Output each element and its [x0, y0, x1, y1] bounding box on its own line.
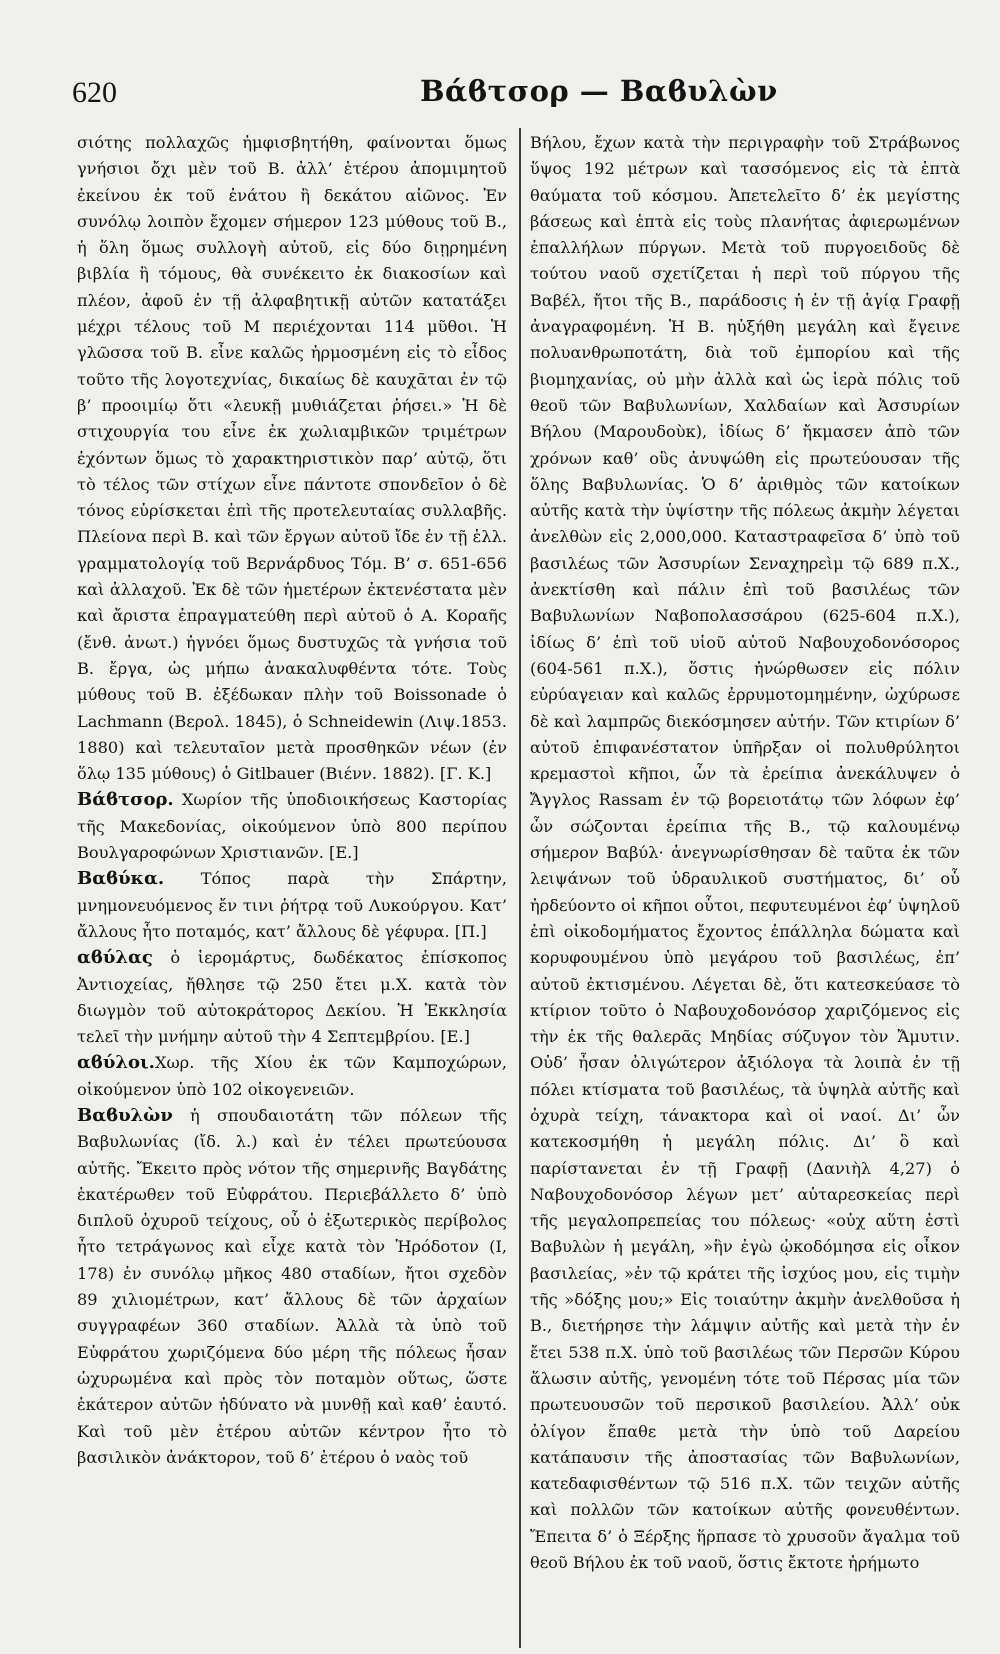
left-column [77, 130, 507, 1471]
entry-vavylas [77, 945, 507, 1050]
entry-continuation [77, 130, 507, 787]
running-title: Βάϐτσορ — Βαϐυλὼν [420, 74, 778, 108]
entry-text: σιότης πολλαχῶς ἠμφισβητήθη, φαίνονται ὅμως γνήσιοι ὄχι μὲν τοῦ Β. ἀλλ’ ἑτέρου ἀπομιμητοῦ ἐκείνου ἐκ τοῦ ἐνάτου ἢ δεκάτου αἰῶνος. Ἐν συνόλῳ λοιπὸν ἔχομεν σήμερον 123 μύθους τοῦ Β., ἡ ὅλη ὅμως συλλογὴ αὐτοῦ, εἰς δύο διῃρημένη βιβλία ἢ τόμους, θὰ συνέκειτο ἐκ διακοσίων καὶ πλέον, ἀφοῦ ἐν τῇ ἀλφαβητικῇ αὐτῶν κατατάξει μέχρι τέλους τοῦ Μ περιέχονται 114 μῦθοι. Ἡ γλῶσσα τοῦ Β. εἶνε καλῶς ἡρμοσμένη εἰς τὸ εἶδος τοῦτο τῆς λογοτεχνίας, δικαίως δὲ καυχᾶται ἐν τῷ β’ προοιμίῳ ὅτι «λευκῇ μυθιάζεται ῥήσει.» Ἡ δὲ στιχουργία του εἶνε ἐκ χωλιαμβικῶν τριμέτρων ἐχόντων ὅμως τὸ χαρακτηριστικὸν παρ’ αὐτῷ, ὅτι τὸ τέλος τῶν στίχων εἶνε πάντοτε σπονδεῖον ὁ δὲ τόνος εὑρίσκεται ἐπὶ τῆς προτελευταίας συλλαβῆς. Πλείονα περὶ Β. καὶ τῶν ἔργων αὐτοῦ ἴδε ἐν τῇ ἑλλ. γραμματολογίᾳ τοῦ Βερνάρδυος Τόμ. Β’ σ. 651-656 καὶ ἀλλαχοῦ. Ἐκ δὲ τῶν ἡμετέρων ἐκτενέστατα μὲν καὶ ἄριστα ἐπραγματεύθη περὶ αὐτοῦ ὁ Α. Κοραῆς (ἔνθ. ἀνωτ.) ἠγνόει ὅμως δυστυχῶς τὰ γνήσια τοῦ Β. ἔργα, ὡς μήπω ἀνακαλυφθέντα τότε. Τοὺς μύθους τοῦ Β. ἐξέδωκαν πλὴν τοῦ Boissonade ὁ Lachmann (Βερολ. 1845), ὁ Schneidewin (Λιψ.1853. 1880) καὶ τελευταῖον μετὰ προσθηκῶν νέων (ἐν ὅλῳ 135 μύθους) ὁ Gitlbauer (Βιένν. 1882). [Γ. Κ.] [77, 133, 507, 784]
entry-lemma: αϐύλας [77, 947, 153, 969]
right-column [530, 130, 960, 1576]
entry-text: Χωρίον τῆς ὑποδιοικήσεως Καστορίας τῆς Μακεδονίας, οἰκούμενον ὑπὸ 800 περίπου Βουλγαροφώνων Χριστιανῶν. [Ε.] [77, 790, 507, 863]
entry-text: ἡ σπουδαιοτάτη τῶν πόλεων τῆς Βαβυλωνίας (ἴδ. λ.) καὶ ἐν τέλει πρωτεύουσα αὐτῆς. Ἔκειτο πρὸς νότον τῆς σημερινῆς Βαγδάτης ἑκατέρωθεν τοῦ Εὐφράτου. Περιεβάλλετο δ’ ὑπὸ διπλοῦ ὀχυροῦ τείχους, οὗ ὁ ἐξωτερικὸς περίβολος ἦτο τετράγωνος καὶ εἶχε κατὰ τὸν Ἡρόδοτον (Ι, 178) ἐν συνόλῳ μῆκος 480 σταδίων, ἤτοι σχεδὸν 89 χιλιομέτρων, κατ’ ἄλλους δὲ τῶν ἀρχαίων συγγραφέων 360 σταδίων. Ἀλλὰ τὰ ὑπὸ τοῦ Εὐφράτου χωριζόμενα δύο μέρη τῆς πόλεως ἦσαν ὠχυρωμένα καὶ πρὸς τὸν ποταμὸν οὕτως, ὥστε ἑκάτερον αὐτῶν ἠδύνατο νὰ μυνθῇ καὶ καθ’ ἑαυτό. Καὶ τοῦ μὲν ἑτέρου αὐτῶν κέντρον ἦτο τὸ βασιλικὸν ἀνάκτορον, τοῦ δ’ ἑτέρου ὁ ναὸς τοῦ [77, 1105, 507, 1467]
entry-text: Χωρ. τῆς Χίου ἐκ τῶν Καμποχώρων, οἰκούμενον ὑπὸ 102 οἰκογενειῶν. [77, 1053, 507, 1099]
entry-vavyloi [77, 1050, 507, 1103]
entry-vavylon-continuation [530, 130, 960, 1576]
entry-text: ὁ ἱερομάρτυς, δωδέκατος ἐπίσκοπος Ἀντιοχείας, ἤθλησε τῷ 250 ἔτει μ.Χ. κατὰ τὸν διωγμὸν τοῦ αὐτοκράτορος Δεκίου. Ἡ Ἐκκλησία τελεῖ τὴν μνήμην αὐτοῦ τὴν 4 Σεπτεμβρίου. [Ε.] [77, 948, 507, 1047]
entry-text: Βήλου, ἔχων κατὰ τὴν περιγραφὴν τοῦ Στράβωνος ὕψος 192 μέτρων καὶ τασσόμενος εἰς τὰ ἑπτὰ θαύματα τοῦ κόσμου. Ἀπετελεῖτο δ’ ἐκ μεγίστης βάσεως καὶ ἑπτὰ εἰς τοὺς πλανήτας ἀφιερωμένων ἐπαλλήλων πύργων. Μετὰ τοῦ πυργοειδοῦς δὲ τούτου ναοῦ σχετίζεται ἡ περὶ τοῦ πύργου τῆς Βαβέλ, ἤτοι τῆς Β., παράδοσις ἡ ἐν τῇ ἁγίᾳ Γραφῇ ἀναγραφομένη. Ἡ Β. ηὐξήθη μεγάλη καὶ ἔγεινε πολυανθρωποτάτη, διὰ τοῦ ἐμπορίου καὶ τῆς βιομηχανίας, οὐ μὴν ἀλλὰ καὶ ὡς ἱερὰ πόλις τοῦ θεοῦ τῶν Βαβυλωνίων, Χαλδαίων καὶ Ἀσσυρίων Βήλου (Μαρουδοὺκ), ἰδίως δ’ ἤκμασεν ἀπὸ τῶν χρόνων καθ’ οὓς ἀνυψώθη εἰς πρωτεύουσαν τῆς ὅλης Βαβυλωνίας. Ὁ δ’ ἀριθμὸς τῶν κατοίκων αὐτῆς κατὰ τὴν ὑψίστην τῆς πόλεως ἀκμὴν λέγεται ἀνελθὼν εἰς 2,000,000. Καταστραφεῖσα δ’ ὑπὸ τοῦ βασιλέως τῶν Ἀσσυρίων Σεναχηρεὶμ τῷ 689 π.Χ., ἀνεκτίσθη καὶ πάλιν ἐπὶ τοῦ βασιλέως τῶν Βαβυλωνίων Ναβοπολασσάρου (625-604 π.Χ.), ἰδίως δ’ ἐπὶ τοῦ υἱοῦ αὐτοῦ Ναβουχοδονόσορος (604-561 π.Χ.), ὅστις ἠνώρθωσεν εἰς πόλιν εὐρύαγειαν καὶ καλῶς ἐρρυμοτομημένην, ὠχύρωσε δὲ καὶ λαμπρῶς διεκόσμησεν αὐτήν. Τῶν κτιρίων δ’ αὐτοῦ ἐπιφανέστατον ὑπῆρξαν οἱ πολυθρύλητοι κρεμαστοὶ κῆποι, ὧν τὰ ἐρείπια ἀνεκάλυψεν ὁ Ἄγγλος Rassam ἐν τῷ βορειοτάτῳ τῶν λόφων ἐφ’ ὧν σώζονται ἐρείπια τῆς Β., τῷ καλουμένῳ σήμερον Βαβύλ· ἀνεγνωρίσθησαν δὲ ταῦτα ἐκ τῶν λειψάνων τοῦ ὑδραυλικοῦ συστήματος, δι’ οὗ ἠρδεύοντο οἱ κῆποι οὗτοι, πεφυτευμένοι ἐφ’ ὑψηλοῦ ἐπὶ οἰκοδομήματος ἔχοντος ἐπάλληλα δώματα καὶ κορυφουμένου ὑπὸ μεγάρου τοῦ βασιλέως, ἐπ’ αὐτοῦ ἐκτισμένου. Λέγεται δὲ, ὅτι κατεσκεύασε τὸ κτίριον τοῦτο ὁ Ναβουχοδονόσορ χαριζόμενος εἰς τὴν ἐκ τῆς θαλερᾶς Μηδίας σύζυγον τὸν Ἄμυτιν. Οὐδ’ ἦσαν ὀλιγώτερον ἀξιόλογα τὰ λοιπὰ ἐν τῇ πόλει κτίσματα τοῦ βασιλέως, τὰ ὑψηλὰ αὐτῆς καὶ ὀχυρὰ τείχη, τάνακτορα καὶ οἱ ναοί. Δι’ ὧν κατεκοσμήθη ἡ μεγάλη πόλις. Δι’ ὃ καὶ παρίστανεται ἐν τῇ Γραφῇ (Δανιὴλ 4,27) ὁ Ναβουχοδονόσορ λέγων μετ’ αὐταρεσκείας περὶ τῆς μεγαλοπρεπείας του πόλεως· «οὐχ αὕτη ἐστὶ Βαβυλὼν ἡ μεγάλη, »ἣν ἐγὼ ᾠκοδόμησα εἰς οἶκον βασιλείας, »ἐν τῷ κράτει τῆς ἰσχύος μου, εἰς τιμὴν τῆς »δόξης μου;» Εἰς τοιαύτην ἀκμὴν ἀνελθοῦσα ἡ Β., διετήρησε τὴν λάμψιν αὐτῆς καὶ μετὰ τὴν ἐν ἔτει 538 π.Χ. ὑπὸ τοῦ βασιλέως τῶν Περσῶν Κύρου ἅλωσιν αὐτῆς, γενομένη τότε τοῦ Πέρσας μία τῶν πρωτευουσῶν τοῦ περσικοῦ βασιλείου. Ἀλλ’ οὐκ ὀλίγον ἔπαθε μετὰ τὴν ὑπὸ τοῦ Δαρείου κατάπαυσιν τῆς ἀποστασίας τῶν Βαβυλωνίων, κατεδαφισθέντων τῷ 516 π.Χ. τῶν τειχῶν αὐτῆς καὶ πολλῶν τῶν κατοίκων αὐτῆς φονευθέντων. Ἔπειτα δ’ ὁ Ξέρξης ἥρπασε τὸ χρυσοῦν ἄγαλμα τοῦ θεοῦ Βήλου ἐκ τοῦ ναοῦ, ὅστις ἔκτοτε ἠρήμωτο [530, 133, 960, 1573]
entry-lemma: Βαϐύκα. [77, 868, 165, 890]
page-number: 620 [72, 76, 117, 109]
entry-lemma: Βάϐτσορ. [77, 789, 174, 811]
page-header [0, 0, 1000, 120]
entry-lemma: αϐύλοι. [77, 1052, 155, 1074]
entry-vavtsor [77, 787, 507, 866]
entry-vavylon [77, 1103, 507, 1471]
entry-text: Τόπος παρὰ τὴν Σπάρτην, μνημονευόμενος ἔν τινι ῥήτρᾳ τοῦ Λυκούργου. Κατ’ ἄλλους ἦτο ποταμός, κατ’ ἄλλους δὲ γέφυρα. [Π.] [77, 869, 507, 941]
entry-lemma: Βαϐυλὼν [77, 1104, 173, 1126]
entry-vavyka [77, 866, 507, 945]
column-divider [519, 128, 521, 1648]
